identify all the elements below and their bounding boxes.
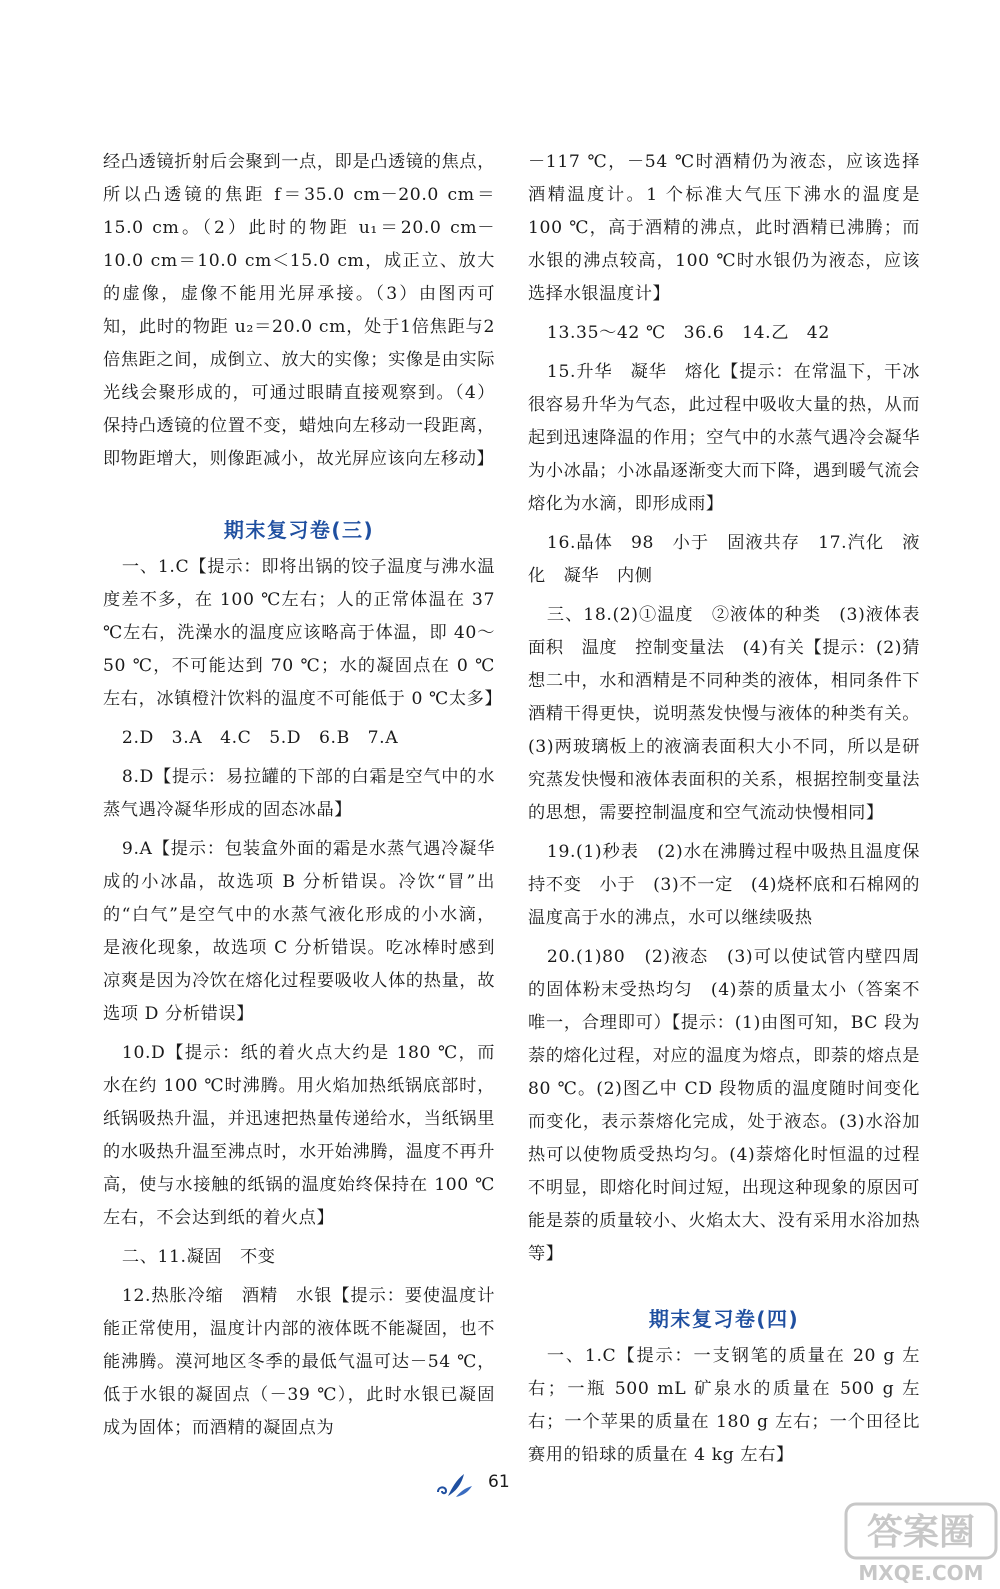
answer-continuation: 经凸透镜折射后会聚到一点，即是凸透镜的焦点，所以凸透镜的焦距 f＝35.0 cm－20.0 cm＝15.0 cm。（2）此时的物距 u₁＝20.0 cm－10.0 cm＝10.0 cm＜15.0 cm，成正立、放大的虚像，虚像不能用光屏承接。（3）由图丙可知，此时的物距 u₂＝20.0 cm，处于1倍焦距与2倍焦距之间，成倒立、放大的实像；实像是由实际光线会聚形成的，可通过眼睛直接观察到。（4）保持凸透镜的位置不变，蜡烛向左移动一段距离，即物距增大，则像距减小，故光屏应该向左移动】 [103, 152, 495, 469]
answer-item: 15.升华 凝华 熔化【提示：在常温下，干冰很容易升华为气态，此过程中吸收大量的热，从而起到迅速降温的作用；空气中的水蒸气遇冷会凝华为小冰晶；小冰晶逐渐变大而下降，遇到暖气流会熔化为水滴，即形成雨】 [528, 362, 920, 514]
answer-item: 2.D 3.A 4.C 5.D 6.B 7.A [121, 728, 399, 748]
answer-item: 一、1.C【提示：一支钢笔的质量在 20 g 左右；一瓶 500 mL 矿泉水的质量在 500 g 左右；一个苹果的质量在 180 g 左右；一个田径比赛用的铅球的质量在 4 kg 左右】 [528, 1346, 920, 1465]
answer-item: 19.(1)秒表 (2)水在沸腾过程中吸热且温度保持不变 小于 (3)不一定 (4)烧杯底和石棉网的温度高于水的沸点，水可以继续吸热 [528, 842, 920, 928]
right-column [528, 146, 920, 1472]
answer-continuation: －117 ℃，－54 ℃时酒精仍为液态，应该选择酒精温度计。1 个标准大气压下沸水的温度是 100 ℃，高于酒精的沸点，此时酒精已沸腾；而水银的沸点较高，100 ℃时水银仍为液态，应该选择水银温度计】 [528, 152, 920, 304]
answer-item: 10.D【提示：纸的着火点大约是 180 ℃，而水在约 100 ℃时沸腾。用火焰加热纸锅底部时，纸锅吸热升温，并迅速把热量传递给水，当纸锅里的水吸热升温至沸点时，水开始沸腾，温度不再升高，使与水接触的纸锅的温度始终保持在 100 ℃左右，不会达到纸的着火点】 [103, 1043, 495, 1228]
answer-item: 13.35～42 ℃ 36.6 14.乙 42 [546, 323, 830, 343]
watermark-logo-icon [838, 1500, 1000, 1589]
answer-item: 二、11.凝固 不变 [121, 1247, 276, 1267]
svg-text:答案圈: 答案圈 [866, 1512, 976, 1553]
section-heading-exam-3: 期末复习卷(三) [223, 518, 375, 542]
left-column [103, 146, 503, 1445]
section-heading-exam-4: 期末复习卷(四) [648, 1307, 800, 1331]
swirl-leaf-logo-icon [434, 1470, 474, 1500]
answer-item: 16.晶体 98 小于 固液共存 17.汽化 液化 凝华 内侧 [528, 533, 920, 586]
answer-item: 20.(1)80 (2)液态 (3)可以使试管内壁四周的固体粉末受热均匀 (4)萘的质量太小（答案不唯一，合理即可）【提示：(1)由图可知，BC 段为萘的熔化过程，对应的温度为熔点，即萘的熔点是 80 ℃。(2)图乙中 CD 段物质的温度随时间变化而变化，表示萘熔化完成，处于液态。(3)水浴加热可以使物质受热均匀。(4)萘熔化时恒温的过程不明显，即熔化时间过短，出现这种现象的原因可能是萘的质量较小、火焰太大、没有采用水浴加热等】 [528, 947, 920, 1264]
answer-item: 8.D【提示：易拉罐的下部的白霜是空气中的水蒸气遇冷凝华形成的固态冰晶】 [103, 767, 495, 820]
page-footer [0, 1470, 1000, 1500]
answer-item: 9.A【提示：包装盒外面的霜是水蒸气遇冷凝华成的小冰晶，故选项 B 分析错误。冷饮“冒”出的“白气”是空气中的水蒸气液化形成的小水滴，是液化现象，故选项 C 分析错误。吃冰棒时感到凉爽是因为冷饮在熔化过程要吸收人体的热量，故选项 D 分析错误】 [103, 839, 495, 1024]
answer-item: 三、18.(2)①温度 ②液体的种类 (3)液体表面积 温度 控制变量法 (4)有关【提示：(2)猜想二中，水和酒精是不同种类的液体，相同条件下酒精干得更快，说明蒸发快慢与液体的种类有关。(3)两玻璃板上的液滴表面积大小不同，所以是研究蒸发快慢和液体表面积的关系，根据控制变量法的思想，需要控制温度和空气流动快慢相同】 [528, 605, 920, 823]
answer-item: 一、1.C【提示：即将出锅的饺子温度与沸水温度差不多，在 100 ℃左右；人的正常体温在 37 ℃左右，洗澡水的温度应该略高于体温，即 40～50 ℃，不可能达到 70 ℃；水的凝固点在 0 ℃左右，冰镇橙汁饮料的温度不可能低于 0 ℃太多】 [103, 557, 503, 709]
answer-item: 12.热胀冷缩 酒精 水银【提示：要使温度计能正常使用，温度计内部的液体既不能凝固，也不能沸腾。漠河地区冬季的最低气温可达－54 ℃，低于水银的凝固点（－39 ℃），此时水银已凝固成为固体；而酒精的凝固点为 [103, 1286, 495, 1438]
svg-text:MXQE.COM: MXQE.COM [858, 1561, 984, 1585]
page-number: 61 [488, 1472, 510, 1492]
